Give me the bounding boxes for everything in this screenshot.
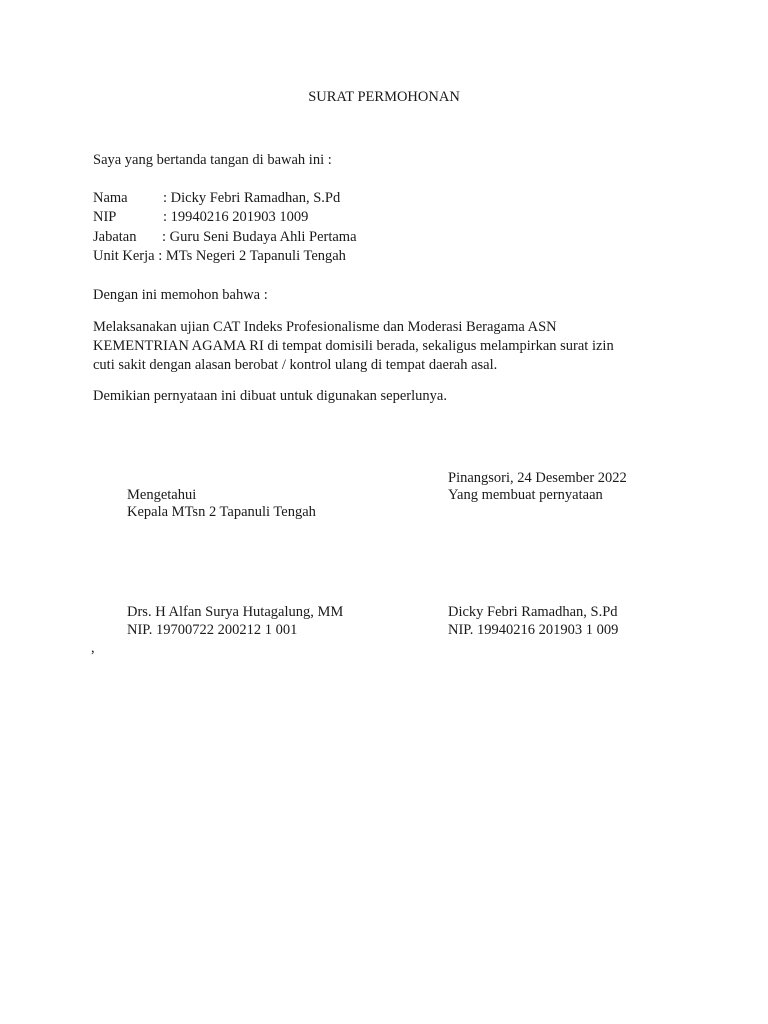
left-signature-nip: NIP. 19700722 200212 1 001: [127, 622, 298, 638]
left-signature-caption: Mengetahui: [127, 487, 197, 503]
field-value: : Dicky Febri Ramadhan, S.Pd: [163, 190, 341, 206]
body-line: Melaksanakan ujian CAT Indeks Profesionalisme dan Moderasi Beragama ASN: [93, 319, 557, 335]
field-label: Unit Kerja: [93, 248, 155, 264]
letter-title: SURAT PERMOHONAN: [308, 89, 460, 105]
field-value: : 19940216 201903 1009: [163, 209, 309, 225]
left-signature-name: Drs. H Alfan Surya Hutagalung, MM: [127, 604, 344, 620]
place-date: Pinangsori, 24 Desember 2022: [448, 470, 627, 486]
left-signature-position: Kepala MTsn 2 Tapanuli Tengah: [127, 504, 316, 520]
body-line: cuti sakit dengan alasan berobat / kontrol ulang di tempat daerah asal.: [93, 357, 498, 373]
field-label: Nama: [93, 190, 128, 206]
closing-text: Demikian pernyataan ini dibuat untuk digunakan seperlunya.: [93, 388, 447, 404]
field-row-jabatan: [93, 228, 136, 246]
right-signature-nip: NIP. 19940216 201903 1 009: [448, 622, 619, 638]
field-label: NIP: [93, 209, 117, 225]
field-row-unit-kerja: [93, 247, 346, 265]
field-label: Jabatan: [93, 229, 137, 245]
field-row-nama: [93, 189, 128, 207]
right-signature-caption: Yang membuat pernyataan: [448, 487, 603, 503]
body-line: KEMENTRIAN AGAMA RI di tempat domisili berada, sekaligus melampirkan surat izin: [93, 338, 614, 354]
stray-mark: ,: [91, 640, 95, 656]
field-value: : MTs Negeri 2 Tapanuli Tengah: [158, 248, 346, 264]
request-intro: Dengan ini memohon bahwa :: [93, 287, 268, 303]
field-value: : Guru Seni Budaya Ahli Pertama: [162, 229, 357, 245]
field-row-nip: [93, 208, 116, 226]
right-signature-name: Dicky Febri Ramadhan, S.Pd: [448, 604, 618, 620]
intro-text: Saya yang bertanda tangan di bawah ini :: [93, 152, 332, 168]
